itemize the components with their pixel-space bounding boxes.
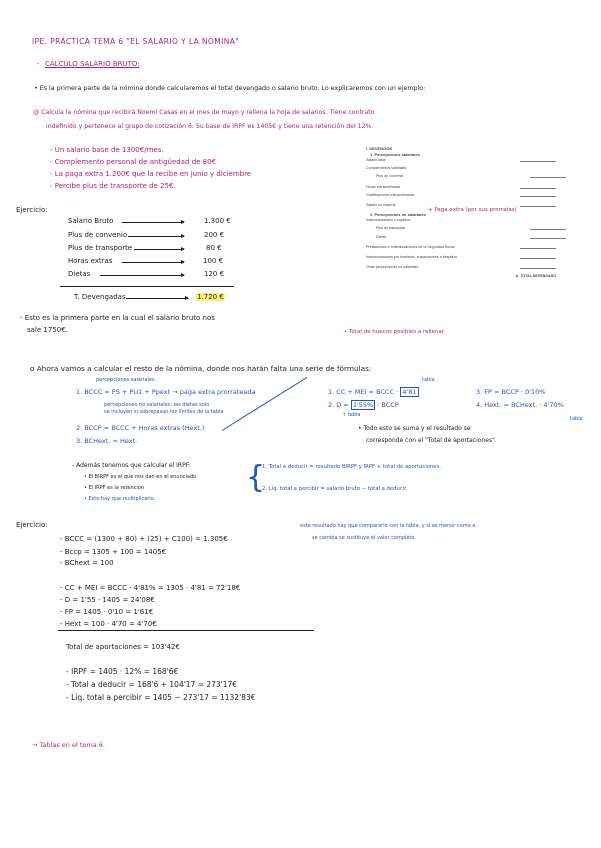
exercise-label-1: Ejercicio: xyxy=(16,206,48,214)
formula-1-note1: percepciones no salariales: las dietas solo xyxy=(104,402,210,408)
gross-row-5-value: 120 € xyxy=(204,270,225,278)
form-row-otras: Otras percepciones no salariales xyxy=(366,265,556,270)
arrow-icon xyxy=(134,249,184,250)
intro-text: • Es la primera parte de la nómina donde calcularemos el total devengado o salario bruto. Lo explicaremos con un ejemplo: xyxy=(34,85,426,92)
gross-row-4-name: Horas extras xyxy=(68,257,113,265)
calc-bccc: - BCCC = (1300 + 80) + (25) + C100) = 1.305€ xyxy=(60,535,228,543)
exercise-statement-line2: indefinido y pertenece al grupo de cotización 6. Su base de IRPF es 1405€ y tiene una retención del 12%. xyxy=(46,123,374,130)
calc-total-deducir: - Total a deducir = 168'6 + 104'17 = 273'17€ xyxy=(66,680,238,689)
part2-intro: o Ahora vamos a calcular el resto de la nómina, donde nos harán falta una serie de fórmulas: xyxy=(30,364,372,373)
exercise-bullet-4: - Percibe plus de transporte de 25€. xyxy=(50,182,176,190)
sum-note-2: corresponde con el "Total de aportaciones". xyxy=(366,437,497,444)
exercise-bullet-1: - Un salario base de 1300€/mes. xyxy=(50,146,164,154)
summary-line1: - Esto es la primera parte en la cual el salario bruto nos xyxy=(20,314,215,322)
sum-note-1: • Todo esto se suma y el resultado se xyxy=(358,425,471,432)
form-sub-no-salariales: 2. Percepciones no salariales xyxy=(370,212,426,217)
form-row-plus-convenio: Plus de convenio xyxy=(366,174,566,179)
formula-3: 3. BCHext. = Hext. xyxy=(76,437,138,445)
arrow-icon xyxy=(128,236,184,237)
liquido-formula: 2. Líq. total a percibir = salario bruto − total a deducir. xyxy=(262,486,408,492)
exercise-bullet-3: - La paga extra 1.200€ que la recibe en junio y diciembre xyxy=(50,170,252,178)
calc-desempleo: - D = 1'55 · 1405 = 24'08€ xyxy=(60,596,155,604)
arrow-icon xyxy=(122,262,184,263)
irpf-bullet-2: • El IRPF es la retención xyxy=(84,485,145,491)
formula-7: 4. Hext. = BCHext. · 4'70% xyxy=(476,401,564,409)
section-bullet: - xyxy=(37,60,40,68)
exercise2-note-2: se cambia se sustituye el valor completo. xyxy=(312,535,416,541)
diagonal-connector xyxy=(222,377,307,431)
form-row-horas-extras: Horas extraordinarias xyxy=(366,185,556,190)
exercise-bullet-2: - Complemento personal de antigüedad de 80€ xyxy=(50,158,217,166)
calc-liquido: - Líq. total a percibir = 1405 − 273'17 = 1132'83€ xyxy=(66,693,256,702)
exercise-statement-line1: @ Calcula la nómina que recibirá Noemí Casas en el mes de mayo y rellena la hoja de salarios. Tiene contrato xyxy=(33,109,375,116)
formula-note-top: percepciones salariales xyxy=(96,377,155,383)
exercise2-note-1: este resultado hay que compararlo con la tabla, y si es menor como a xyxy=(300,523,476,529)
form-row-indemnizaciones: Indemnizaciones por traslados, suspensiones o despidos xyxy=(366,255,556,260)
total-a-deducir-formula: 1. Total a deducir = resultado BIRPF y IRPF + total de aportaciones. xyxy=(262,464,441,470)
gross-row-5-name: Dietas xyxy=(68,270,91,278)
formula-7-note: tabla xyxy=(570,416,583,422)
gross-row-3-name: Plus de transporte xyxy=(68,244,133,252)
gross-row-3-value: 80 € xyxy=(206,244,222,252)
gross-total-name: T. Devengadas xyxy=(74,293,126,301)
gross-row-1-value: 1.300 € xyxy=(204,217,231,225)
section-subtitle: CÁLCULO SALARIO BRUTO: xyxy=(45,60,140,68)
formula-4: 1. CC + MEI = BCCC · 4'81 xyxy=(328,388,417,396)
page-title: IPE. PRÁCTICA TEMA 6 "EL SALARIO Y LA NÓMINA" xyxy=(32,37,240,46)
form-section-devengos: I. DEVENGOS xyxy=(366,146,393,151)
arrow-icon xyxy=(126,298,188,299)
irpf-bullet-3: • Esto hay que multiplicarlo. xyxy=(84,496,156,502)
formula-5: 2. D = 1'55% · BCCP xyxy=(328,401,399,409)
form-row-prestaciones: Prestaciones e indemnizaciones de la Seguridad Social xyxy=(366,245,556,250)
form-extra-pay-note: + Paga extra (por sus prorratas) xyxy=(428,207,517,213)
form-row-complementos: Complementos salariales xyxy=(366,166,407,170)
footer-tables-link: → Tablas en el tema 6. xyxy=(32,741,105,749)
gross-total-value: 1.720 € xyxy=(197,293,224,301)
irpf-bullet-1: • El BIRPF es el que nos dan en el enunciado xyxy=(84,474,197,480)
gross-row-4-value: 100 € xyxy=(203,257,224,265)
form-row-salario-especie: Salario en especie xyxy=(366,203,556,208)
exercise-label-2: Ejercicio: xyxy=(16,521,48,529)
form-row-gratificaciones: Gratificaciones extraordinarias xyxy=(366,193,556,198)
form-row-salario-base: Salario base xyxy=(366,158,556,163)
form-note: • Total de huecos posibles a rellenar. xyxy=(344,329,446,335)
irpf-intro: - Además tenemos que calcular el IRPF: xyxy=(72,462,191,469)
form-sub-salariales: 1. Percepciones salariales xyxy=(370,152,420,157)
formula-5-note: ↑ tabla xyxy=(342,412,361,418)
form-row-plus-transporte: Plus de transporte xyxy=(366,226,566,231)
form-total-devengado: A. TOTAL DEVENGADO xyxy=(515,274,556,278)
calc-cc-mei: - CC + MEI = BCCC · 4'81% = 1305 · 4'81 = 72'18€ xyxy=(60,584,241,592)
formula-1-note2: se incluyen si sobrepasan los límites de la tabla xyxy=(104,409,224,415)
formula-6: 3. FP = BCCP · 0'10% xyxy=(476,388,546,396)
arrow-icon xyxy=(100,275,184,276)
arrow-icon xyxy=(122,222,184,223)
form-row-dietas: Dietas xyxy=(366,235,566,240)
calc-fp: - FP = 1405 · 0'10 = 1'61€ xyxy=(60,608,154,616)
gross-row-2-name: Plus de convenio xyxy=(68,231,128,239)
summary-line2: sale 1750€. xyxy=(27,326,68,334)
formula-tabla-note: tabla xyxy=(422,377,435,383)
brace-icon: { xyxy=(246,460,266,495)
form-sub-indemnizaciones: Indemnizaciones o suplidos xyxy=(366,218,411,222)
calc-bccp: - Bccp = 1305 + 100 = 1405€ xyxy=(60,548,167,556)
total-aportaciones: Total de aportaciones = 103'42€ xyxy=(66,643,180,651)
calc-bchext: - BChext = 100 xyxy=(60,559,114,567)
calc-divider xyxy=(58,630,314,631)
sum-divider xyxy=(60,286,234,287)
formula-2: 2. BCCP = BCCC + Horas extras (Hext.) xyxy=(76,424,205,432)
gross-row-1-name: Salario Bruto xyxy=(68,217,114,225)
gross-row-2-value: 200 € xyxy=(204,231,225,239)
calc-irpf: - IRPF = 1405 · 12% = 168'6€ xyxy=(66,667,179,676)
formula-1: 1. BCCC = PS + PU1 + Ppext → paga extra prorrateada xyxy=(76,388,256,396)
calc-hext: - Hext = 100 · 4'70 = 4'70€ xyxy=(60,620,157,628)
